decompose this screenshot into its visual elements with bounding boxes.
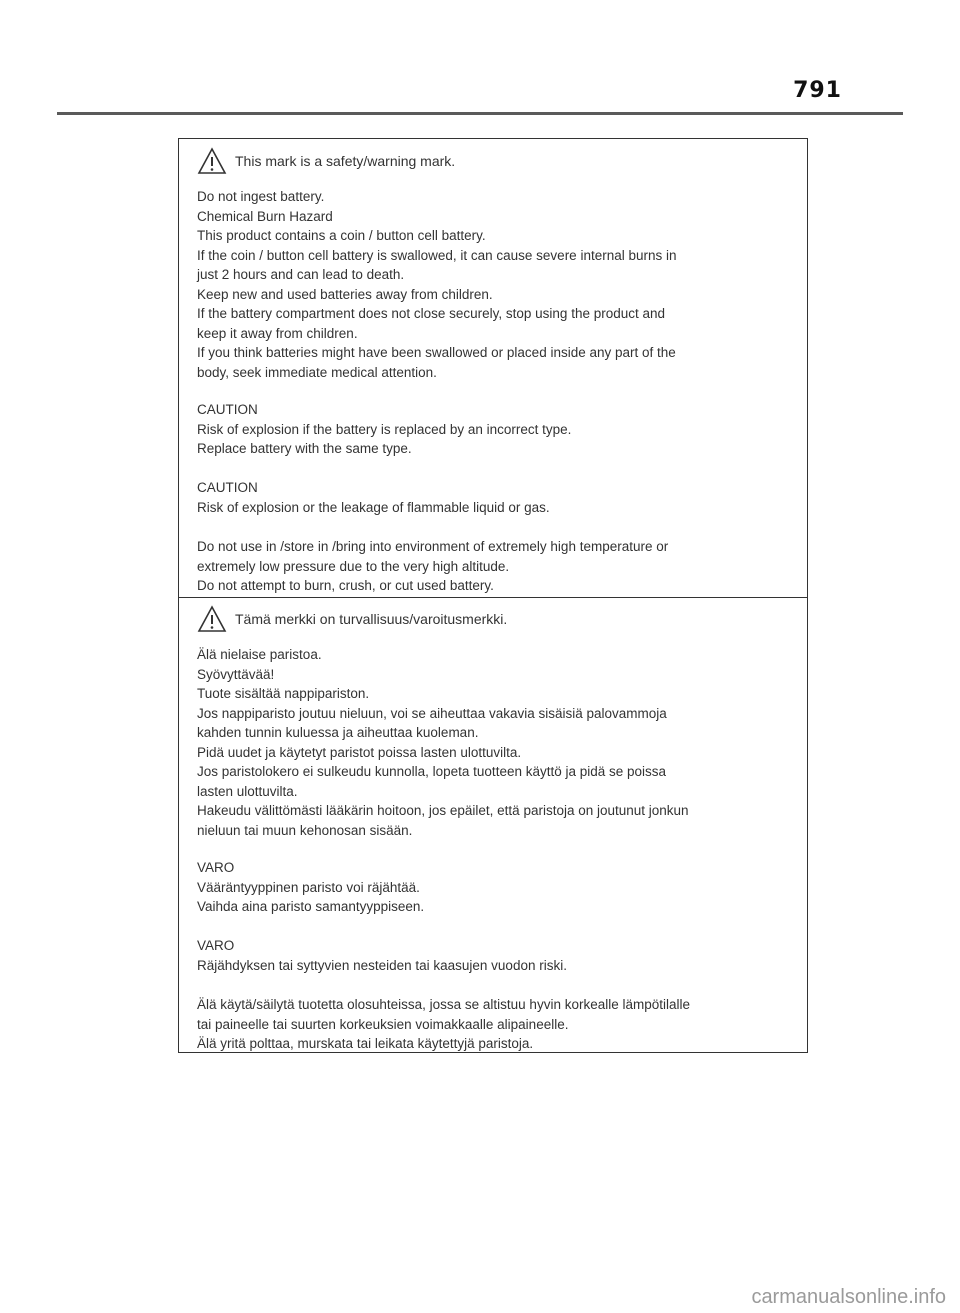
warning-triangle-icon xyxy=(197,605,227,633)
text-line: Risk of explosion or the leakage of flammable liquid or gas. xyxy=(197,499,550,515)
finnish-caution-replacement xyxy=(197,858,793,917)
text-line: keep it away from children. xyxy=(197,325,358,341)
finnish-mark-text: Tämä merkki on turvallisuus/varoitusmerkki. xyxy=(235,611,508,627)
english-caution-explosion xyxy=(197,478,793,517)
text-line: Chemical Burn Hazard xyxy=(197,208,333,224)
text-line: extremely low pressure due to the very high altitude. xyxy=(197,558,510,574)
text-line: Pidä uudet ja käytetyt paristot poissa lasten ulottuvilta. xyxy=(197,744,522,760)
text-line: Älä yritä polttaa, murskata tai leikata käytettyjä paristoja. xyxy=(197,1036,534,1051)
english-mark-text: This mark is a safety/warning mark. xyxy=(235,153,456,169)
text-line: lasten ulottuvilta. xyxy=(197,783,298,799)
text-line: nieluun tai muun kehonosan sisään. xyxy=(197,822,413,838)
text-line: Keep new and used batteries away from children. xyxy=(197,286,493,302)
english-ingestion-warning xyxy=(197,187,793,382)
text-line: If the battery compartment does not close securely, stop using the product and xyxy=(197,306,666,321)
english-environment-warning xyxy=(197,537,793,596)
battery-warning-box xyxy=(178,138,808,1053)
finnish-caution-explosion xyxy=(197,936,793,975)
text-line: Risk of explosion if the battery is replaced by an incorrect type. xyxy=(197,421,572,437)
text-line: Replace battery with the same type. xyxy=(197,441,412,456)
english-caution-replacement xyxy=(197,400,793,459)
english-warning-section xyxy=(179,139,807,598)
text-line: Vääräntyyppinen paristo voi räjähtää. xyxy=(197,879,420,895)
text-line: Jos nappiparisto joutuu nieluun, voi se aiheuttaa vakavia sisäisiä palovammoja xyxy=(197,705,667,721)
header-rule xyxy=(57,112,903,115)
text-line: just 2 hours and can lead to death. xyxy=(197,267,405,282)
page-number: 791 xyxy=(793,78,842,103)
text-line: Tuote sisältää nappipariston. xyxy=(197,686,370,701)
english-mark-row xyxy=(197,147,455,175)
finnish-warning-section xyxy=(179,597,807,1052)
text-line: Do not ingest battery. xyxy=(197,189,325,204)
text-line: Vaihda aina paristo samantyyppiseen. xyxy=(197,899,425,914)
text-line: Jos paristolokero ei sulkeudu kunnolla, lopeta tuotteen käyttö ja pidä se poissa xyxy=(197,764,667,779)
site-watermark: carmanualsonline.info xyxy=(751,1286,946,1308)
caution-heading: VARO xyxy=(197,938,235,953)
finnish-ingestion-warning xyxy=(197,645,793,840)
caution-heading: VARO xyxy=(197,860,235,875)
warning-triangle-icon xyxy=(197,147,227,175)
text-line: If you think batteries might have been swallowed or placed inside any part of the xyxy=(197,345,676,360)
text-line: This product contains a coin / button cell battery. xyxy=(197,228,486,243)
text-line: Do not use in /store in /bring into environment of extremely high temperature or xyxy=(197,539,669,554)
finnish-environment-warning xyxy=(197,995,793,1054)
caution-heading: CAUTION xyxy=(197,402,258,417)
text-line: Do not attempt to burn, crush, or cut used battery. xyxy=(197,578,494,593)
caution-heading: CAUTION xyxy=(197,480,258,495)
text-line: Räjähdyksen tai syttyvien nesteiden tai kaasujen vuodon riski. xyxy=(197,957,567,973)
text-line: tai paineelle tai suurten korkeuksien voimakkaalle alipaineelle. xyxy=(197,1016,569,1032)
text-line: If the coin / button cell battery is swallowed, it can cause severe internal burns in xyxy=(197,247,677,263)
text-line: Älä nielaise paristoa. xyxy=(197,647,322,662)
text-line: kahden tunnin kuluessa ja aiheuttaa kuoleman. xyxy=(197,725,479,740)
text-line: body, seek immediate medical attention. xyxy=(197,364,437,380)
text-line: Syövyttävää! xyxy=(197,666,275,682)
text-line: Hakeudu välittömästi lääkärin hoitoon, jos epäilet, että paristoja on joutunut jonkun xyxy=(197,803,689,818)
text-line: Älä käytä/säilytä tuotetta olosuhteissa, jossa se altistuu hyvin korkealle lämpötilalle xyxy=(197,997,691,1012)
finnish-mark-row xyxy=(197,605,507,633)
